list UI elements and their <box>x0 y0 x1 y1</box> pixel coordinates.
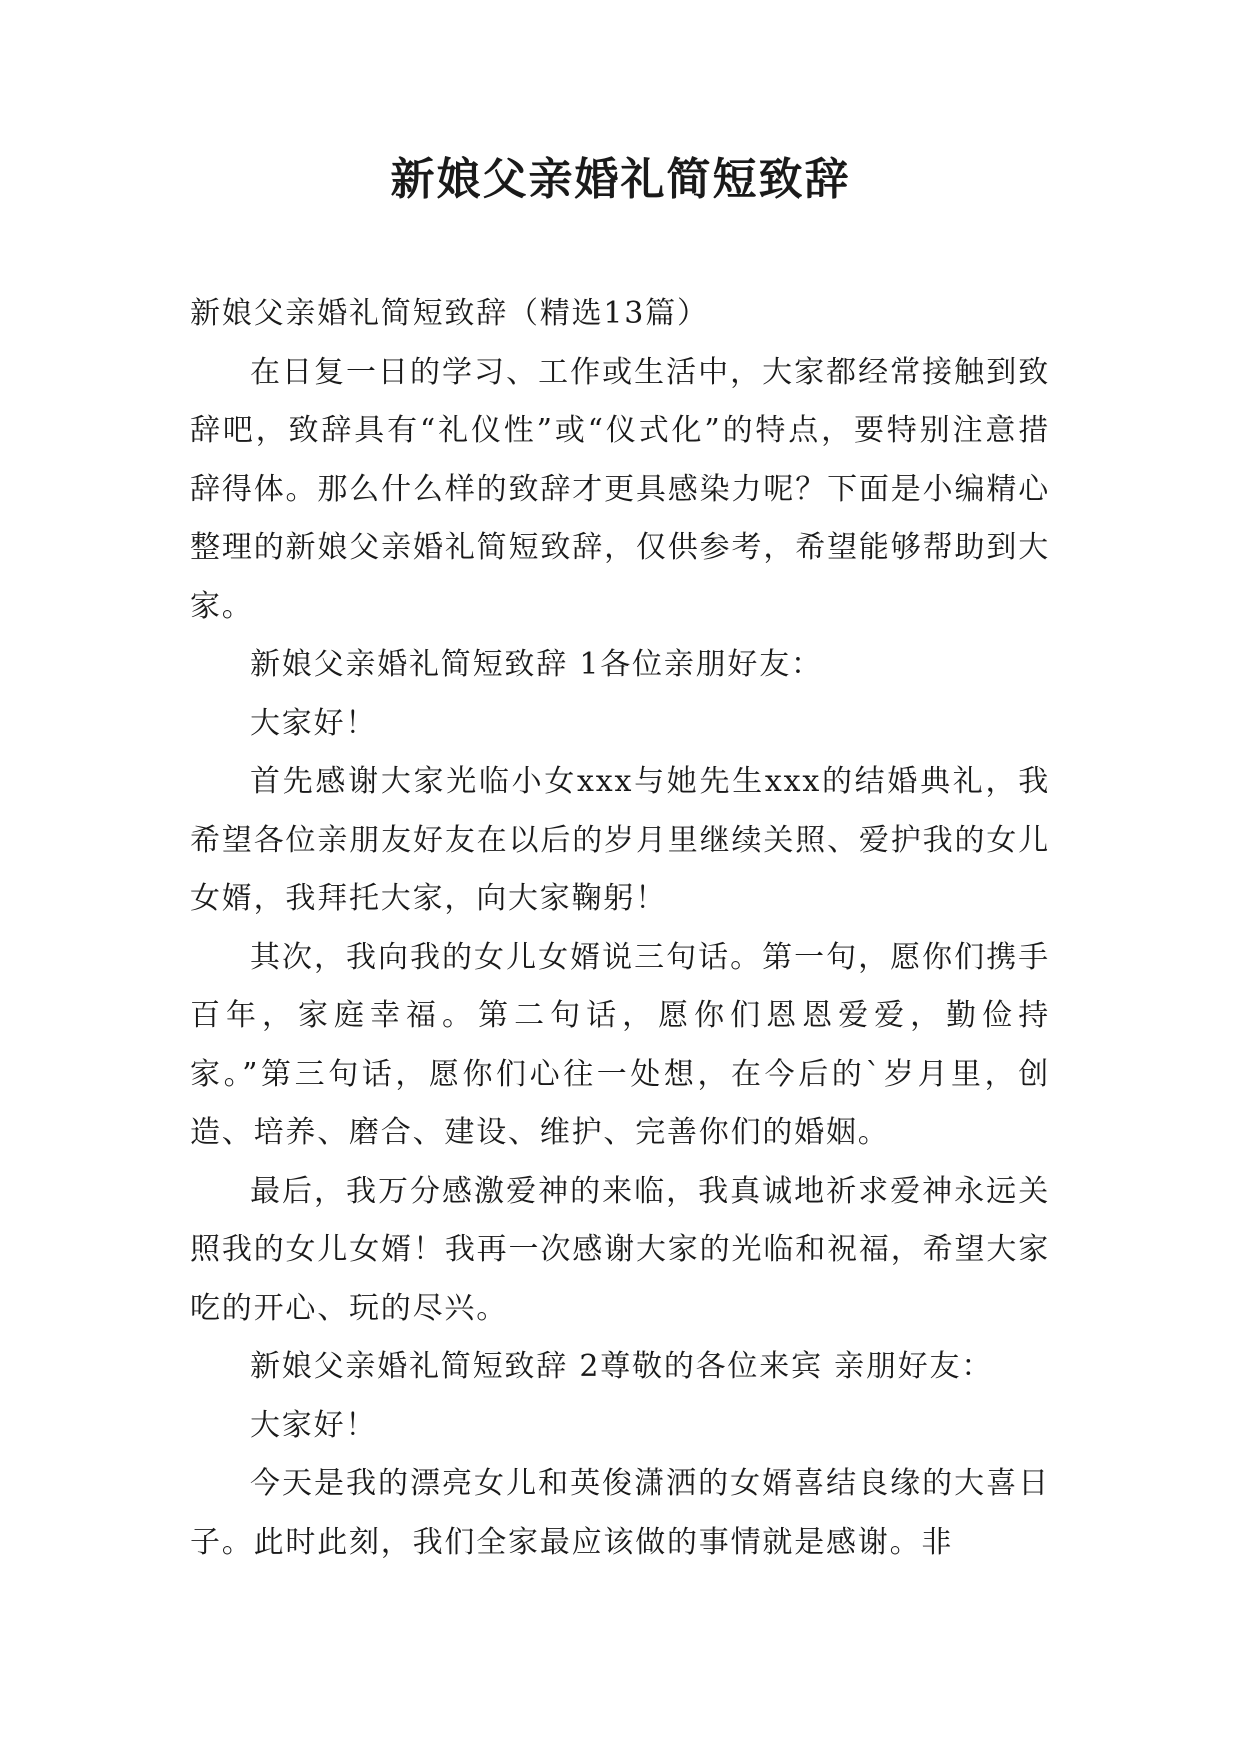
paragraph-speech2-greeting: 大家好！ <box>250 1407 378 1443</box>
paragraph-speech1-last: 最后，我万分感激爱神的来临，我真诚地祈求爱神永远关照我的女儿女婿！我再一次感谢大家的光临和祝福，希望大家吃的开心、玩的尽兴。 <box>190 1173 1050 1326</box>
paragraph-speech1-heading: 新娘父亲婚礼简短致辞 1各位亲朋好友： <box>250 647 823 682</box>
paragraph-speech1-first: 首先感谢大家光临小女xxx与她先生xxx的结婚典礼，我希望各位亲朋友好友在以后的岁月里继续关照、爱护我的女儿女婿，我拜托大家，向大家鞠躬！ <box>190 764 1050 916</box>
paragraph-intro: 在日复一日的学习、工作或生活中，大家都经常接触到致辞吧，致辞具有“礼仪性”或“仪式化”的特点，要特别注意措辞得体。那么什么样的致辞才更具感染力呢？下面是小编精心整理的新娘父亲婚礼简短致辞，仅供参考，希望能够帮助到大家。 <box>190 354 1050 624</box>
paragraph-speech1-second: 其次，我向我的女儿女婿说三句话。第一句，愿你们携手百年，家庭幸福。第二句话，愿你们恩恩爱爱，勤俭持家。”第三句话，愿你们心往一处想，在今后的`岁月里，创造、培养、磨合、建设、维护、完善你们的婚姻。 <box>190 939 1050 1150</box>
document-body <box>190 285 1050 1572</box>
paragraph-speech1-greeting: 大家好！ <box>250 705 378 741</box>
document-title: 新娘父亲婚礼简短致辞 <box>390 154 851 205</box>
paragraph-speech2-body: 今天是我的漂亮女儿和英俊潇洒的女婿喜结良缘的大喜日子。此时此刻，我们全家最应该做的事情就是感谢。非 <box>190 1466 1050 1560</box>
paragraph-subtitle: 新娘父亲婚礼简短致辞（精选13篇） <box>190 296 709 331</box>
paragraph-speech2-heading: 新娘父亲婚礼简短致辞 2尊敬的各位来宾 亲朋好友： <box>250 1349 994 1384</box>
